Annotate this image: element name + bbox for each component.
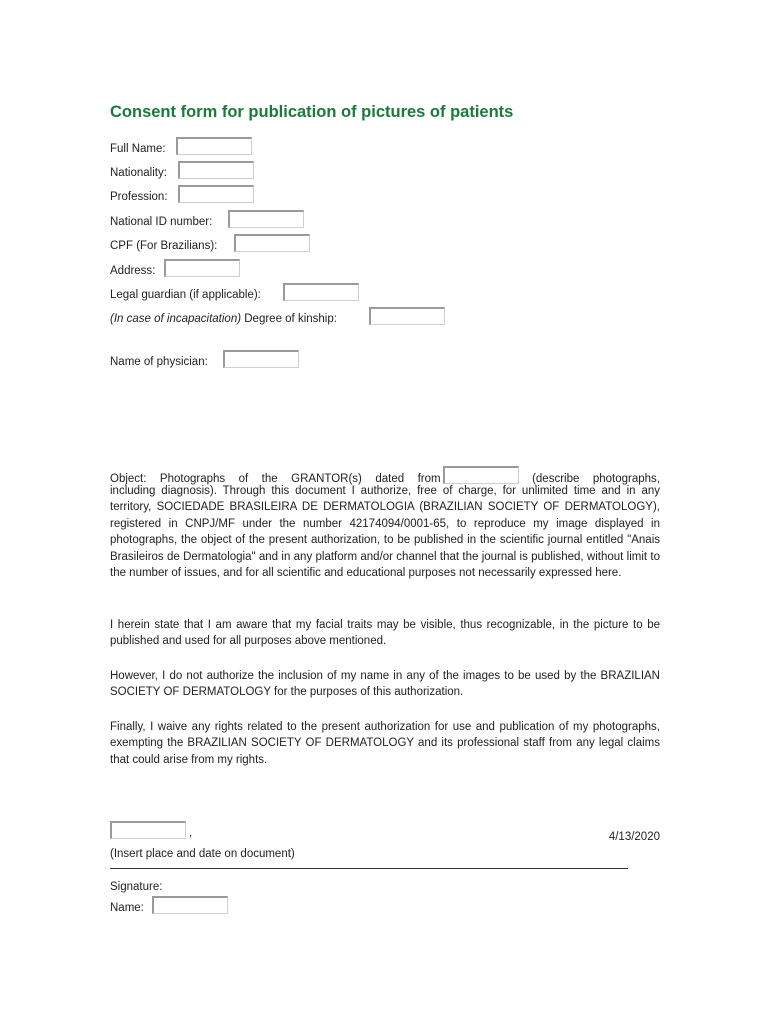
- cpf-label: CPF (For Brazilians):: [110, 239, 218, 252]
- object-rest-line1: (describe photographs,: [532, 473, 660, 485]
- awareness-paragraph: I herein state that I am aware that my facial traits may be visible, thus recognizable, in the picture to be published and used for all purposes above mentioned.: [110, 619, 660, 648]
- degree-kinship-text: Degree of kinship:: [244, 312, 337, 325]
- address-label: Address:: [110, 264, 156, 277]
- nationality-field[interactable]: [178, 161, 254, 179]
- name-field[interactable]: [152, 896, 228, 914]
- national-id-row: [110, 208, 310, 230]
- place-row: [110, 819, 210, 841]
- name-exclusion-paragraph: However, I do not authorize the inclusion of my name in any of the images to be used by the BRAZILIAN SOCIETY OF DERMATOLOGY for the purposes of this authorization.: [110, 670, 660, 699]
- profession-field[interactable]: [178, 185, 254, 203]
- legal-guardian-field[interactable]: [283, 283, 359, 301]
- cpf-field[interactable]: [234, 234, 310, 252]
- waiver-paragraph: Finally, I waive any rights related to the present authorization for use and publication of my photographs, exempting the BRAZILIAN SOCIETY OF DERMATOLOGY and its professional staff from any legal claims that could arise from my rights.: [110, 721, 660, 766]
- profession-label: Profession:: [110, 190, 168, 203]
- nationality-row: [110, 159, 260, 181]
- physician-field[interactable]: [223, 350, 299, 368]
- kinship-field[interactable]: [369, 307, 445, 325]
- full-name-field[interactable]: [176, 137, 252, 155]
- national-id-field[interactable]: [228, 210, 304, 228]
- object-paragraph: including diagnosis). Through this document I authorize, free of charge, for unlimited time and in any territory, SOCIEDADE BRASILEIRA DE DERMATOLOGIA (BRAZILIAN SOCIETY OF DERMATOLOGY), registered in CNPJ/MF under the number 42174094/0001-65, to reproduce my image displayed in photographs, the object of the present authorization, to be published in the scientific journal entitled "Anais Brasileiros de Dermatologia" and in any platform and/or channel that the journal is published, without limit to the number of issues, and for all scientific and educational purposes not necessarily expressed here.: [110, 485, 660, 580]
- place-comma: ,: [189, 826, 193, 839]
- place-date-note: (Insert place and date on document): [110, 848, 295, 860]
- nationality-label: Nationality:: [110, 166, 167, 179]
- place-field[interactable]: [110, 821, 186, 839]
- signature-label: Signature:: [110, 881, 163, 893]
- object-lead: Object: Photographs of the GRANTOR(s) dated from: [110, 473, 441, 485]
- signature-line: [110, 868, 628, 869]
- name-row: [110, 894, 240, 916]
- cpf-row: [110, 232, 320, 254]
- physician-label: Name of physician:: [110, 355, 208, 368]
- address-field[interactable]: [164, 259, 240, 277]
- date-from-wrap: [441, 466, 519, 484]
- date-from-field[interactable]: [443, 466, 519, 484]
- form-title: Consent form for publication of pictures of patients: [110, 103, 514, 121]
- profession-row: [110, 183, 260, 205]
- full-name-row: [110, 135, 260, 157]
- kinship-label: [110, 311, 337, 327]
- name-label: Name:: [110, 901, 144, 914]
- incapacitation-note: (In case of incapacitation): [110, 312, 242, 325]
- legal-guardian-label: Legal guardian (if applicable):: [110, 288, 261, 301]
- full-name-label: Full Name:: [110, 142, 166, 155]
- address-row: [110, 257, 250, 279]
- document-date: 4/13/2020: [608, 831, 660, 843]
- kinship-row: [110, 305, 450, 327]
- national-id-label: National ID number:: [110, 215, 213, 228]
- physician-row: [110, 348, 310, 370]
- legal-guardian-row: [110, 281, 370, 303]
